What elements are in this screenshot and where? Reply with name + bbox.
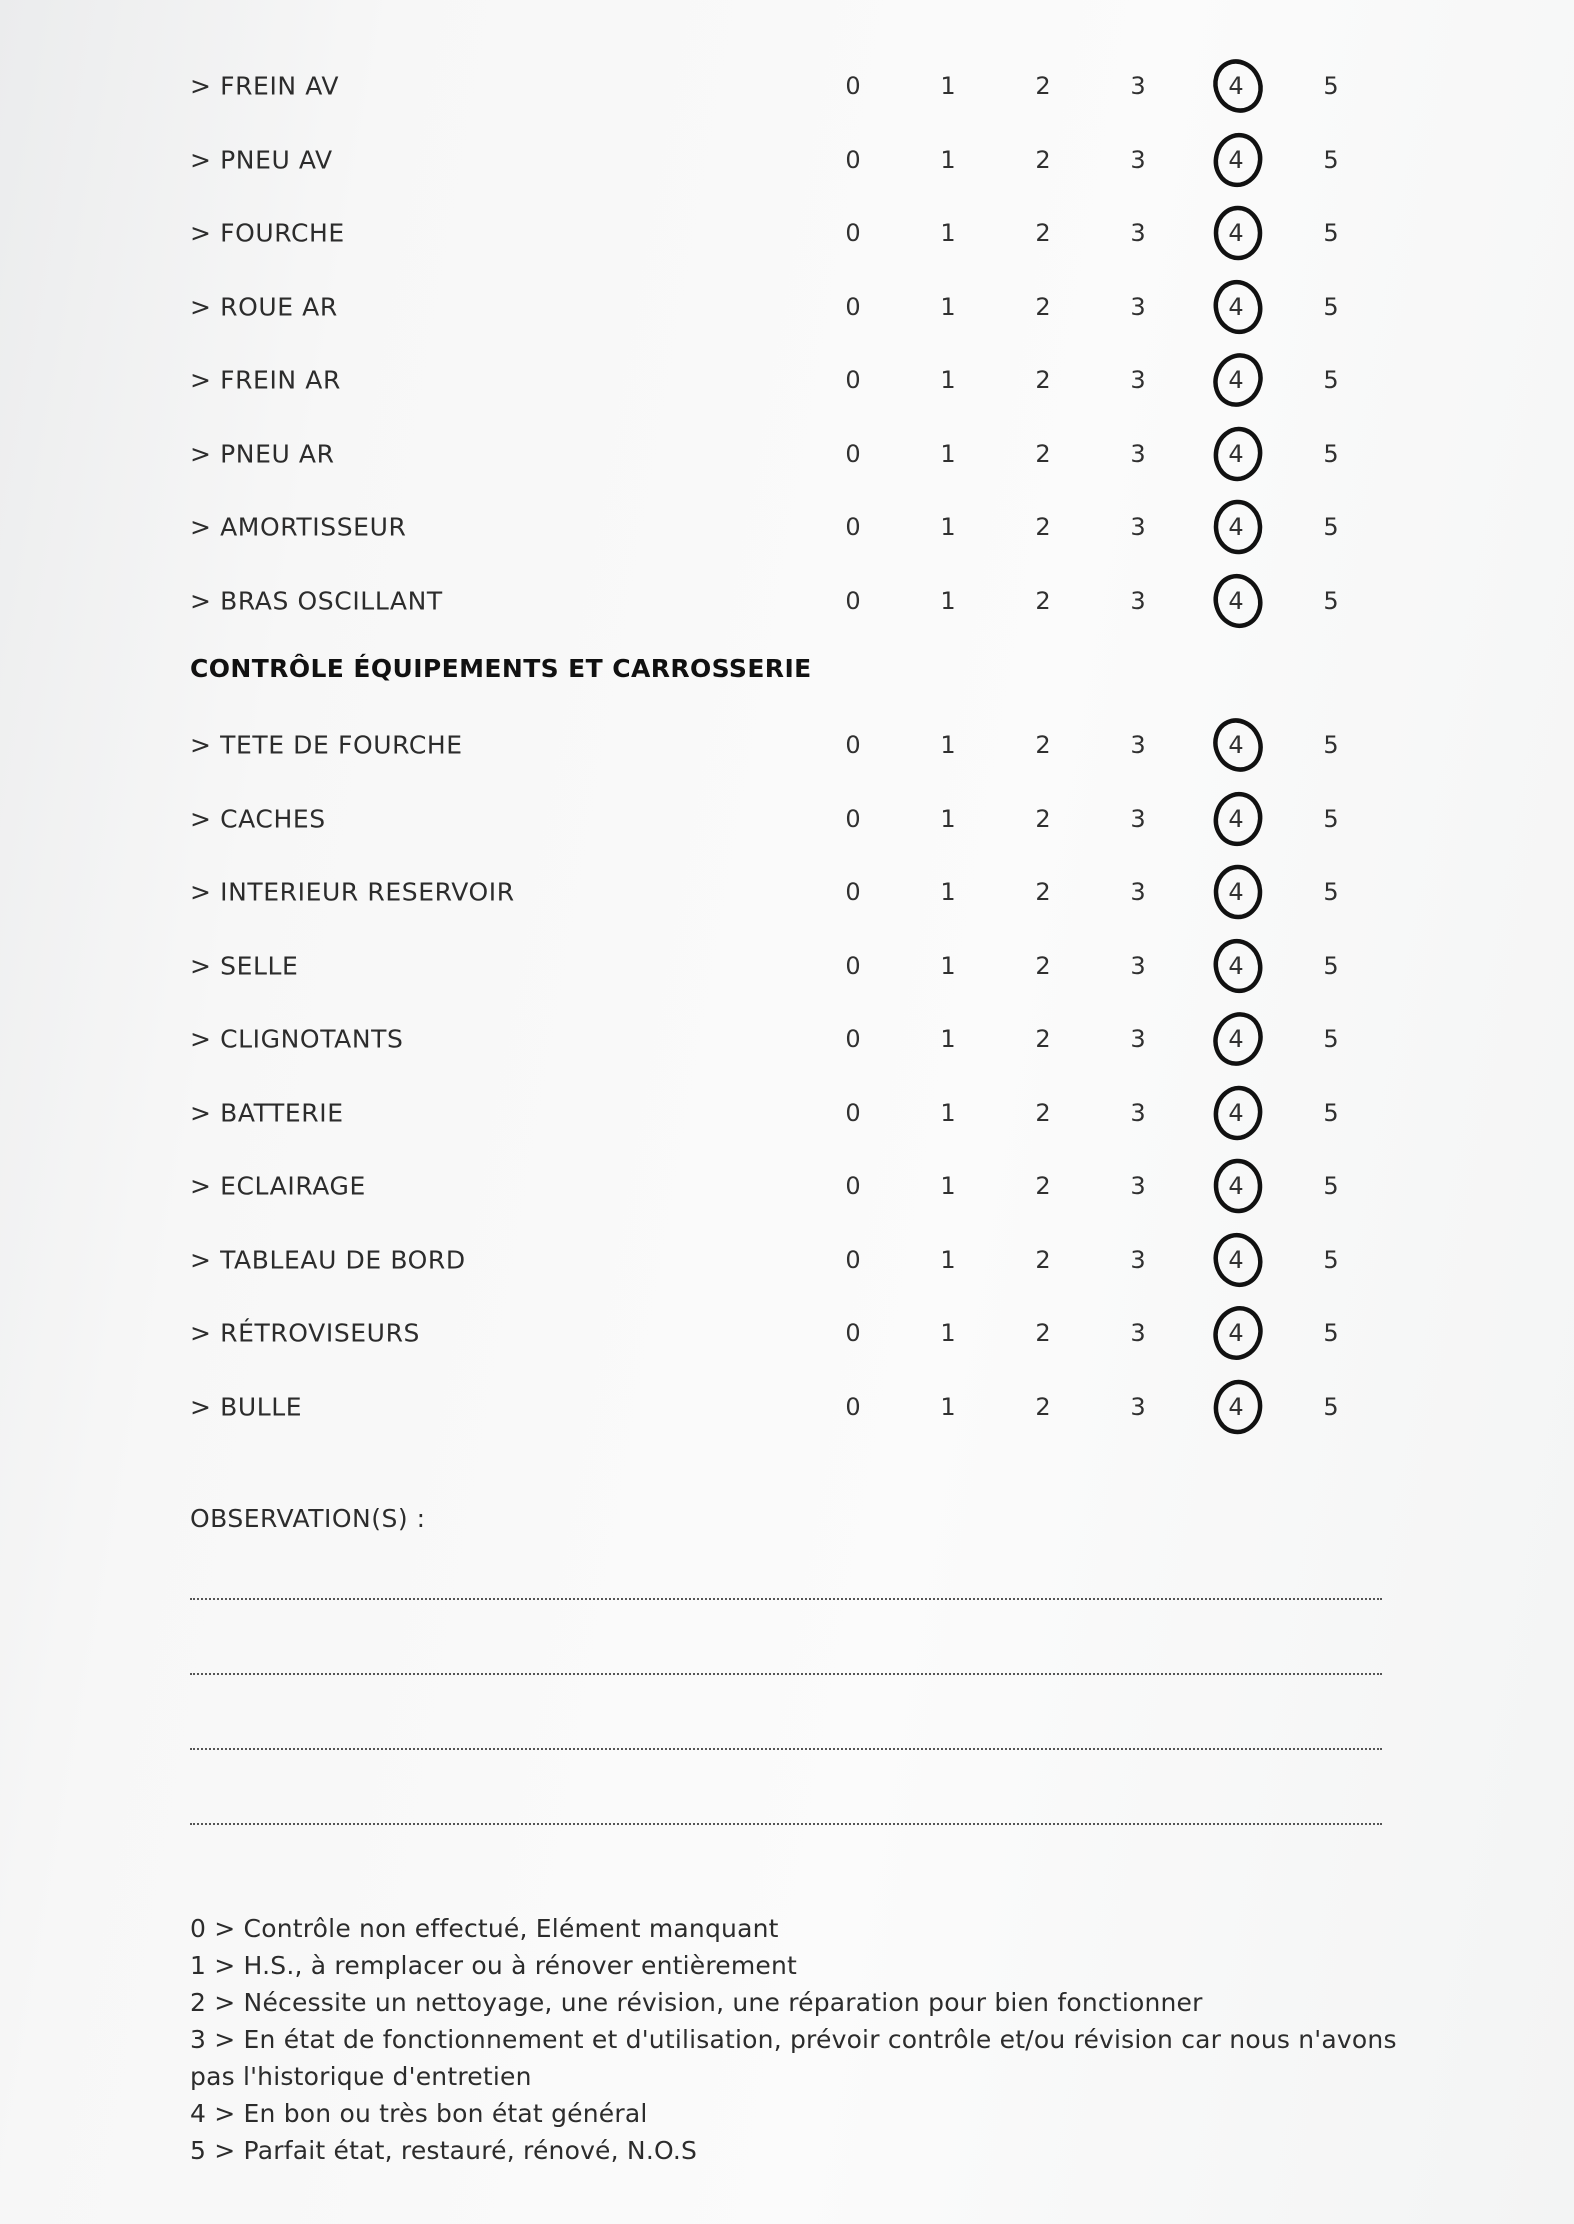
score-option-0[interactable]: 0 [845,951,861,980]
score-option-3[interactable]: 3 [1130,72,1146,100]
inspection-row [0,782,1574,856]
score-option-0[interactable]: 0 [845,145,861,174]
inspection-row [0,1370,1574,1444]
score-option-0[interactable]: 0 [845,292,861,321]
score-option-3[interactable]: 3 [1130,731,1146,759]
score-option-1[interactable]: 1 [940,586,956,615]
handwritten-circle-mark [1208,1377,1268,1437]
observation-line-1[interactable] [190,1598,1382,1600]
handwritten-circle-mark [1208,1009,1268,1069]
row-label: > BULLE [190,1392,303,1421]
score-option-2[interactable]: 2 [1035,1025,1051,1053]
score-option-2[interactable]: 2 [1035,1319,1051,1347]
score-option-3[interactable]: 3 [1130,1392,1146,1421]
score-option-0[interactable]: 0 [845,731,861,759]
score-option-0[interactable]: 0 [845,219,861,247]
score-option-0[interactable]: 0 [845,1319,861,1347]
score-option-2[interactable]: 2 [1035,72,1051,100]
score-option-4[interactable]: 4 [1228,804,1244,833]
row-label: > AMORTISSEUR [190,512,407,542]
score-option-2[interactable]: 2 [1035,804,1051,833]
row-label: > INTERIEUR RESERVOIR [190,877,515,907]
score-option-4[interactable]: 4 [1228,366,1244,394]
handwritten-circle-mark [1208,497,1268,557]
score-option-2[interactable]: 2 [1035,878,1051,906]
section-title-equipment: CONTRÔLE ÉQUIPEMENTS ET CARROSSERIE [190,654,812,683]
score-option-0[interactable]: 0 [845,1172,861,1200]
legend-item-1: 1 > H.S., à remplacer ou à rénover entièrement [190,1951,798,1980]
score-option-4[interactable]: 4 [1228,513,1244,541]
handwritten-circle-mark [1208,936,1268,996]
observations-label: OBSERVATION(S) : [190,1504,426,1533]
score-option-4[interactable]: 4 [1228,145,1244,174]
score-option-1[interactable]: 1 [940,878,956,906]
row-label: > ECLAIRAGE [190,1171,366,1201]
score-option-5[interactable]: 5 [1323,878,1339,906]
row-label: > TETE DE FOURCHE [190,730,463,760]
score-option-5[interactable]: 5 [1323,1245,1339,1274]
row-label: > PNEU AV [190,145,333,174]
row-label: > FREIN AV [190,71,340,101]
row-label: > SELLE [190,951,299,980]
score-option-2[interactable]: 2 [1035,513,1051,541]
score-option-3[interactable]: 3 [1130,878,1146,906]
legend-item-2: 2 > Nécessite un nettoyage, une révision, une réparation pour bien fonctionner [190,1988,1203,2017]
rating-legend [190,1910,1400,2169]
score-option-1[interactable]: 1 [940,1098,956,1127]
score-option-0[interactable]: 0 [845,366,861,394]
score-option-4[interactable]: 4 [1228,292,1244,321]
observation-line-2[interactable] [190,1673,1382,1675]
handwritten-circle-mark [1208,424,1268,484]
score-option-1[interactable]: 1 [940,1392,956,1421]
inspection-row [0,49,1574,123]
score-option-4[interactable]: 4 [1228,951,1244,980]
score-option-3[interactable]: 3 [1130,1172,1146,1200]
score-option-5[interactable]: 5 [1323,1098,1339,1127]
score-option-5[interactable]: 5 [1323,1025,1339,1053]
score-option-0[interactable]: 0 [845,439,861,468]
inspection-row [0,123,1574,197]
score-option-0[interactable]: 0 [845,804,861,833]
score-option-2[interactable]: 2 [1035,219,1051,247]
score-option-1[interactable]: 1 [940,366,956,394]
inspection-row [0,1149,1574,1223]
legend-item-4: 4 > En bon ou très bon état général [190,2099,648,2128]
score-option-2[interactable]: 2 [1035,731,1051,759]
handwritten-circle-mark [1208,1303,1268,1363]
inspection-row [0,1223,1574,1297]
score-option-4[interactable]: 4 [1228,586,1244,615]
score-option-1[interactable]: 1 [940,292,956,321]
handwritten-circle-mark [1208,789,1268,849]
score-option-4[interactable]: 4 [1228,1098,1244,1127]
inspection-row [0,343,1574,417]
score-option-5[interactable]: 5 [1323,1319,1339,1347]
score-option-3[interactable]: 3 [1130,145,1146,174]
score-option-4[interactable]: 4 [1228,72,1244,100]
score-option-4[interactable]: 4 [1228,1172,1244,1200]
score-option-1[interactable]: 1 [940,1319,956,1347]
score-option-3[interactable]: 3 [1130,586,1146,615]
row-label: > FOURCHE [190,218,345,248]
score-option-5[interactable]: 5 [1323,292,1339,321]
legend-item-3: 3 > En état de fonctionnement et d'utilisation, prévoir contrôle et/ou révision car nous n'avons pas l'historique d'entretien [190,2025,1397,2091]
score-option-2[interactable]: 2 [1035,292,1051,321]
inspection-row [0,1296,1574,1370]
row-label: > BRAS OSCILLANT [190,586,443,615]
observation-line-4[interactable] [190,1823,1382,1825]
handwritten-circle-mark [1208,203,1268,263]
score-option-5[interactable]: 5 [1323,1172,1339,1200]
inspection-row [0,929,1574,1003]
score-option-5[interactable]: 5 [1323,1392,1339,1421]
row-label: > RÉTROVISEURS [190,1318,421,1348]
score-option-1[interactable]: 1 [940,72,956,100]
score-option-1[interactable]: 1 [940,145,956,174]
score-option-4[interactable]: 4 [1228,731,1244,759]
inspection-row [0,708,1574,782]
score-option-2[interactable]: 2 [1035,1392,1051,1421]
score-option-1[interactable]: 1 [940,439,956,468]
score-option-2[interactable]: 2 [1035,951,1051,980]
score-option-4[interactable]: 4 [1228,439,1244,468]
score-option-4[interactable]: 4 [1228,878,1244,906]
score-option-2[interactable]: 2 [1035,1245,1051,1274]
score-option-0[interactable]: 0 [845,1245,861,1274]
row-label: > PNEU AR [190,439,335,468]
handwritten-circle-mark [1208,56,1268,116]
score-option-2[interactable]: 2 [1035,145,1051,174]
score-option-2[interactable]: 2 [1035,366,1051,394]
handwritten-circle-mark [1208,350,1268,410]
inspection-row [0,417,1574,491]
handwritten-circle-mark [1208,277,1268,337]
score-option-5[interactable]: 5 [1323,804,1339,833]
score-option-1[interactable]: 1 [940,731,956,759]
inspection-row [0,855,1574,929]
legend-item-5: 5 > Parfait état, restauré, rénové, N.O.S [190,2136,698,2165]
row-label: > FREIN AR [190,365,341,395]
score-option-0[interactable]: 0 [845,1098,861,1127]
score-option-4[interactable]: 4 [1228,1025,1244,1053]
score-option-3[interactable]: 3 [1130,1025,1146,1053]
score-option-4[interactable]: 4 [1228,1319,1244,1347]
score-option-1[interactable]: 1 [940,804,956,833]
score-option-0[interactable]: 0 [845,878,861,906]
score-option-0[interactable]: 0 [845,72,861,100]
score-option-0[interactable]: 0 [845,513,861,541]
score-option-1[interactable]: 1 [940,513,956,541]
score-option-5[interactable]: 5 [1323,72,1339,100]
score-option-4[interactable]: 4 [1228,1245,1244,1274]
score-option-0[interactable]: 0 [845,1392,861,1421]
score-option-5[interactable]: 5 [1323,951,1339,980]
handwritten-circle-mark [1208,1083,1268,1143]
row-label: > ROUE AR [190,292,338,321]
row-label: > BATTERIE [190,1098,344,1127]
score-option-5[interactable]: 5 [1323,219,1339,247]
row-label: > TABLEAU DE BORD [190,1245,466,1274]
score-option-4[interactable]: 4 [1228,1392,1244,1421]
legend-item-0: 0 > Contrôle non effectué, Elément manquant [190,1914,779,1943]
score-option-1[interactable]: 1 [940,1025,956,1053]
score-option-3[interactable]: 3 [1130,219,1146,247]
score-option-0[interactable]: 0 [845,1025,861,1053]
score-option-5[interactable]: 5 [1323,513,1339,541]
row-label: > CLIGNOTANTS [190,1024,404,1054]
inspection-row [0,1002,1574,1076]
score-option-3[interactable]: 3 [1130,951,1146,980]
inspection-row [0,196,1574,270]
score-option-2[interactable]: 2 [1035,586,1051,615]
score-option-2[interactable]: 2 [1035,1098,1051,1127]
handwritten-circle-mark [1208,862,1268,922]
score-option-5[interactable]: 5 [1323,439,1339,468]
score-option-5[interactable]: 5 [1323,731,1339,759]
score-option-1[interactable]: 1 [940,951,956,980]
score-option-5[interactable]: 5 [1323,145,1339,174]
row-label: > CACHES [190,804,326,833]
score-option-3[interactable]: 3 [1130,1098,1146,1127]
score-option-1[interactable]: 1 [940,1245,956,1274]
handwritten-circle-mark [1208,1230,1268,1290]
inspection-row [0,490,1574,564]
score-option-3[interactable]: 3 [1130,366,1146,394]
score-option-5[interactable]: 5 [1323,586,1339,615]
score-option-5[interactable]: 5 [1323,366,1339,394]
observation-line-3[interactable] [190,1748,1382,1750]
score-option-4[interactable]: 4 [1228,219,1244,247]
score-option-0[interactable]: 0 [845,586,861,615]
score-option-2[interactable]: 2 [1035,439,1051,468]
score-option-3[interactable]: 3 [1130,513,1146,541]
inspection-row [0,564,1574,638]
score-option-3[interactable]: 3 [1130,439,1146,468]
score-option-3[interactable]: 3 [1130,292,1146,321]
score-option-3[interactable]: 3 [1130,804,1146,833]
handwritten-circle-mark [1208,571,1268,631]
handwritten-circle-mark [1208,1156,1268,1216]
inspection-row [0,1076,1574,1150]
handwritten-circle-mark [1208,715,1268,775]
handwritten-circle-mark [1208,130,1268,190]
inspection-row [0,270,1574,344]
score-option-1[interactable]: 1 [940,1172,956,1200]
score-option-2[interactable]: 2 [1035,1172,1051,1200]
score-option-1[interactable]: 1 [940,219,956,247]
score-option-3[interactable]: 3 [1130,1319,1146,1347]
score-option-3[interactable]: 3 [1130,1245,1146,1274]
